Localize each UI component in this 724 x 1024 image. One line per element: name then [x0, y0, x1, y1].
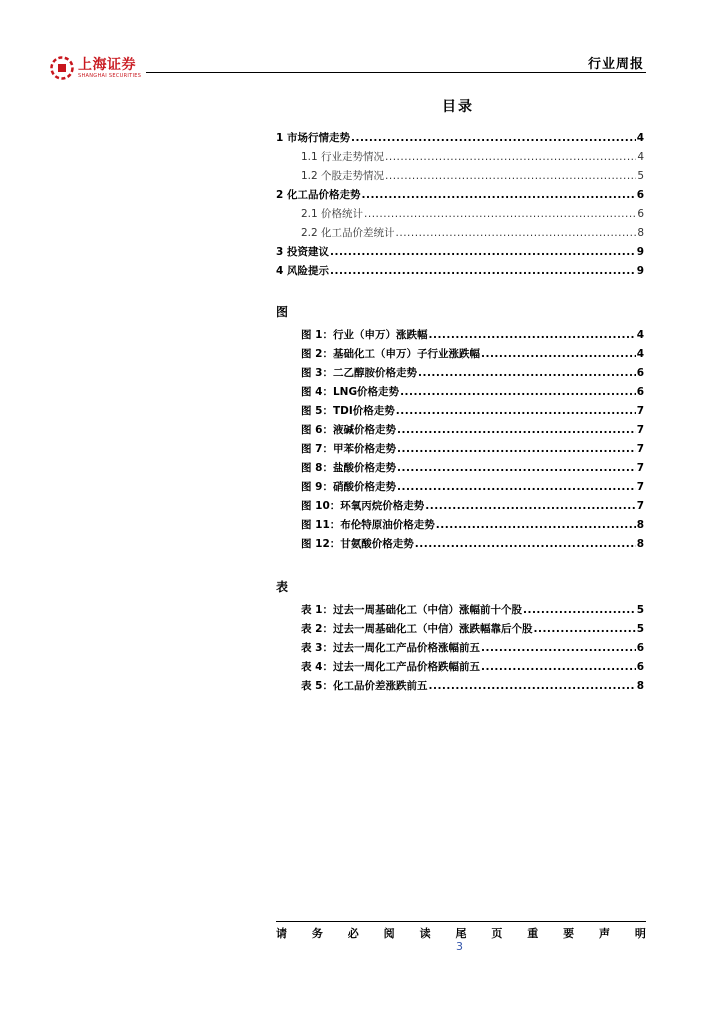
figure-entry-label: 图 9：硝酸价格走势: [301, 481, 396, 493]
table-entry[interactable]: [276, 678, 644, 697]
table-entry[interactable]: [276, 640, 644, 659]
report-type-label: 行业周报: [587, 57, 644, 72]
table-entry-page: 6: [636, 642, 644, 654]
toc-entry[interactable]: [276, 130, 644, 149]
leader-dots: [364, 208, 636, 220]
toc-entry-page: 5: [637, 170, 644, 182]
toc-entry[interactable]: [276, 263, 644, 282]
footer-notice-char: 重: [527, 927, 539, 940]
table-entry[interactable]: [276, 602, 644, 621]
logo-emblem-icon: [50, 56, 74, 80]
leader-dots: [400, 386, 636, 398]
toc-entry-label: 4 风险提示: [276, 265, 329, 277]
figure-entry[interactable]: [276, 365, 644, 384]
leader-dots: [415, 538, 636, 550]
toc-entry-page: 4: [636, 132, 644, 144]
figure-entry-page: 7: [636, 481, 644, 493]
leader-dots: [397, 481, 636, 493]
table-of-contents: [276, 96, 644, 697]
figure-entry-page: 4: [636, 329, 644, 341]
figure-entry[interactable]: [276, 346, 644, 365]
figure-entry-label: 图 1：行业（申万）涨跌幅: [301, 329, 428, 341]
toc-sections: [276, 130, 644, 282]
footer-disclaimer-notice: [276, 925, 646, 941]
figure-entry[interactable]: [276, 517, 644, 536]
leader-dots: [436, 519, 636, 531]
toc-entry[interactable]: [276, 149, 644, 168]
toc-entry-page: 4: [637, 151, 644, 163]
figure-entry-page: 4: [636, 348, 644, 360]
figure-entry-label: 图 12：甘氨酸价格走势: [301, 538, 414, 550]
page-number: 3: [456, 940, 463, 953]
company-logo: [50, 56, 141, 80]
figure-entry-page: 7: [636, 500, 644, 512]
leader-dots: [533, 623, 635, 635]
figure-entry-page: 7: [636, 462, 644, 474]
leader-dots: [385, 151, 636, 163]
leader-dots: [330, 265, 636, 277]
figure-entry-page: 8: [636, 538, 644, 550]
footer-notice-char: 读: [419, 927, 431, 940]
figure-entry-page: 7: [636, 443, 644, 455]
figure-entry-label: 图 5：TDI价格走势: [301, 405, 395, 417]
figure-entry-label: 图 3：二乙醇胺价格走势: [301, 367, 417, 379]
figure-entry-label: 图 2：基础化工（申万）子行业涨跌幅: [301, 348, 480, 360]
footer-divider: [276, 921, 646, 922]
figure-entry[interactable]: [276, 327, 644, 346]
toc-entry-label: 2.1 价格统计: [301, 208, 364, 220]
figures-heading: 图: [276, 305, 289, 319]
toc-entry-page: 6: [636, 189, 644, 201]
footer-notice-char: 务: [311, 927, 323, 940]
table-entry-page: 5: [636, 623, 644, 635]
toc-entry[interactable]: [276, 168, 644, 187]
figure-entry-label: 图 6：液碱价格走势: [301, 424, 396, 436]
table-entry-label: 表 4：过去一周化工产品价格跌幅前五: [301, 661, 480, 673]
leader-dots: [385, 170, 636, 182]
toc-entry-page: 9: [636, 246, 644, 258]
toc-entry-label: 1 市场行情走势: [276, 132, 350, 144]
leader-dots: [481, 348, 636, 360]
figure-entry[interactable]: [276, 479, 644, 498]
figure-entry-page: 8: [636, 519, 644, 531]
toc-entry[interactable]: [276, 206, 644, 225]
leader-dots: [523, 604, 636, 616]
footer-notice-char: 请: [276, 927, 287, 940]
tables-heading: 表: [276, 580, 289, 594]
figure-entry[interactable]: [276, 384, 644, 403]
footer-notice-char: 必: [347, 927, 359, 940]
logo-chinese-name: 上海证券: [78, 56, 136, 73]
leader-dots: [361, 189, 635, 201]
leader-dots: [396, 405, 636, 417]
logo-english-name: SHANGHAI SECURITIES: [78, 72, 142, 79]
figure-entry-label: 图 8：盐酸价格走势: [301, 462, 396, 474]
table-entry-page: 8: [636, 680, 644, 692]
toc-entry-label: 1.2 个股走势情况: [301, 170, 385, 182]
table-entry-page: 5: [636, 604, 644, 616]
figure-entry[interactable]: [276, 422, 644, 441]
figure-entry[interactable]: [276, 536, 644, 555]
leader-dots: [397, 424, 636, 436]
figure-entry[interactable]: [276, 498, 644, 517]
figure-entry-page: 7: [636, 405, 644, 417]
footer-notice-char: 页: [491, 927, 503, 940]
toc-entry-label: 1.1 行业走势情况: [301, 151, 385, 163]
toc-entry-page: 6: [637, 208, 644, 220]
footer-notice-char: 尾: [455, 927, 467, 940]
leader-dots: [481, 642, 636, 654]
toc-entry-page: 8: [637, 227, 644, 239]
table-entry-label: 表 3：过去一周化工产品价格涨幅前五: [301, 642, 480, 654]
footer-notice-char: 明: [634, 927, 646, 940]
figure-entry-label: 图 11：布伦特原油价格走势: [301, 519, 435, 531]
footer-notice-char: 要: [563, 927, 575, 940]
leader-dots: [425, 500, 635, 512]
toc-entry[interactable]: [276, 244, 644, 263]
table-list: [276, 602, 644, 697]
leader-dots: [428, 680, 635, 692]
leader-dots: [397, 462, 636, 474]
leader-dots: [397, 443, 636, 455]
figure-entry-label: 图 7：甲苯价格走势: [301, 443, 396, 455]
leader-dots: [396, 227, 637, 239]
toc-entry[interactable]: [276, 187, 644, 206]
table-entry[interactable]: [276, 659, 644, 678]
footer-notice-char: 阅: [383, 927, 395, 940]
table-entry-label: 表 1：过去一周基础化工（中信）涨幅前十个股: [301, 604, 522, 616]
toc-entry-label: 3 投资建议: [276, 246, 329, 258]
header-divider: [146, 72, 646, 73]
figure-entry-label: 图 10：环氧丙烷价格走势: [301, 500, 425, 512]
figure-entry-page: 7: [636, 424, 644, 436]
toc-title: 目录: [442, 99, 474, 115]
figure-entry-label: 图 4：LNG价格走势: [301, 386, 400, 398]
leader-dots: [351, 132, 636, 144]
figure-entry[interactable]: [276, 460, 644, 479]
toc-entry-label: 2.2 化工品价差统计: [301, 227, 395, 239]
figure-entry[interactable]: [276, 441, 644, 460]
figure-entry-page: 6: [636, 386, 644, 398]
toc-entry-label: 2 化工品价格走势: [276, 189, 361, 201]
figure-entry[interactable]: [276, 403, 644, 422]
toc-entry[interactable]: [276, 225, 644, 244]
toc-entry-page: 9: [636, 265, 644, 277]
footer-notice-char: 声: [599, 927, 611, 940]
table-entry-label: 表 5：化工品价差涨跌前五: [301, 680, 428, 692]
leader-dots: [330, 246, 636, 258]
leader-dots: [428, 329, 635, 341]
table-entry-label: 表 2：过去一周基础化工（中信）涨跌幅靠后个股: [301, 623, 533, 635]
table-entry-page: 6: [636, 661, 644, 673]
figure-list: [276, 327, 644, 555]
figure-entry-page: 6: [636, 367, 644, 379]
table-entry[interactable]: [276, 621, 644, 640]
leader-dots: [481, 661, 636, 673]
leader-dots: [418, 367, 636, 379]
